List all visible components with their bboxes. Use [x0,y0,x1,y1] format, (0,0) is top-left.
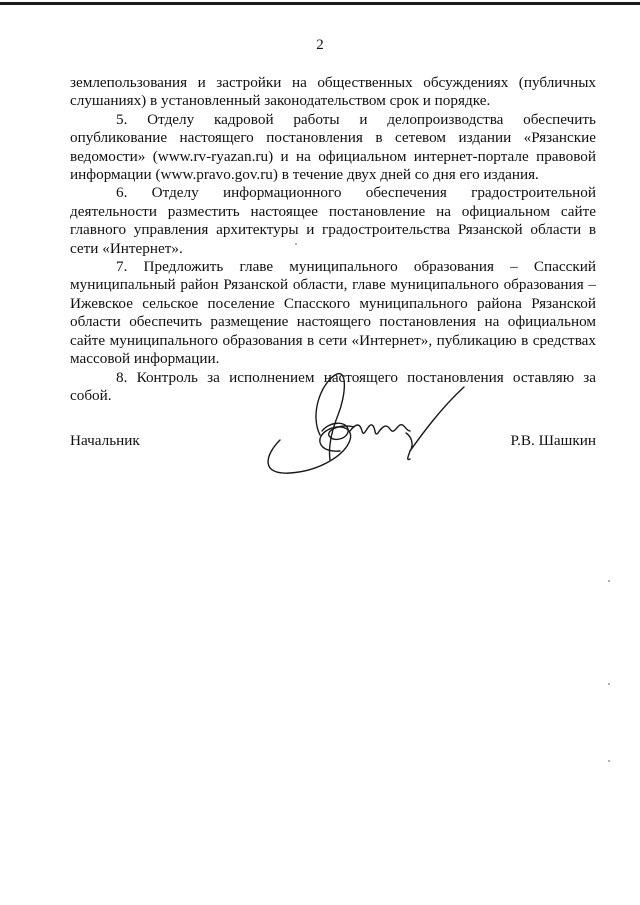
signatory-title: Начальник [70,432,140,449]
scan-speck [608,580,610,582]
signatory-name: Р.В. Шашкин [510,432,596,449]
scan-speck [608,683,610,685]
paragraph-continuation: землепользования и застройки на общественных обсуждениях (публичных слушаниях) в установленный законодательством срок и порядке. [70,74,596,110]
document-body [70,74,596,405]
page-number: 2 [316,37,324,53]
handwritten-signature [250,365,480,490]
scan-speck [295,243,297,245]
paragraph-item-8: 8. Контроль за исполнением настоящего постановления оставляю за собой. [70,368,596,404]
paragraph-item-6: 6. Отделу информационного обеспечения градостроительной деятельности разместить настоящее постановление на официальном сайте главного управления архитектуры и градостроительства Рязанской области в сети «Интернет». [70,184,596,257]
scan-speck [608,760,610,762]
paragraph-item-7: 7. Предложить главе муниципального образования – Спасский муниципальный район Рязанской области, главе муниципального образования – Ижевское сельское поселение Спасского муниципального района Рязанской области обеспечить размещение настоящего постановления на официальном сайте муниципального образования в сети «Интернет», публикацию в средствах массовой информации. [70,258,596,368]
top-border-line [0,2,640,5]
paragraph-item-5: 5. Отделу кадровой работы и делопроизводства обеспечить опубликование настоящего постановления в сетевом издании «Рязанские ведомости» (www.rv-ryazan.ru) и на официальном интернет-портале правовой информации (www.pravo.gov.ru) в течение двух дней со дня его издания. [70,110,596,184]
